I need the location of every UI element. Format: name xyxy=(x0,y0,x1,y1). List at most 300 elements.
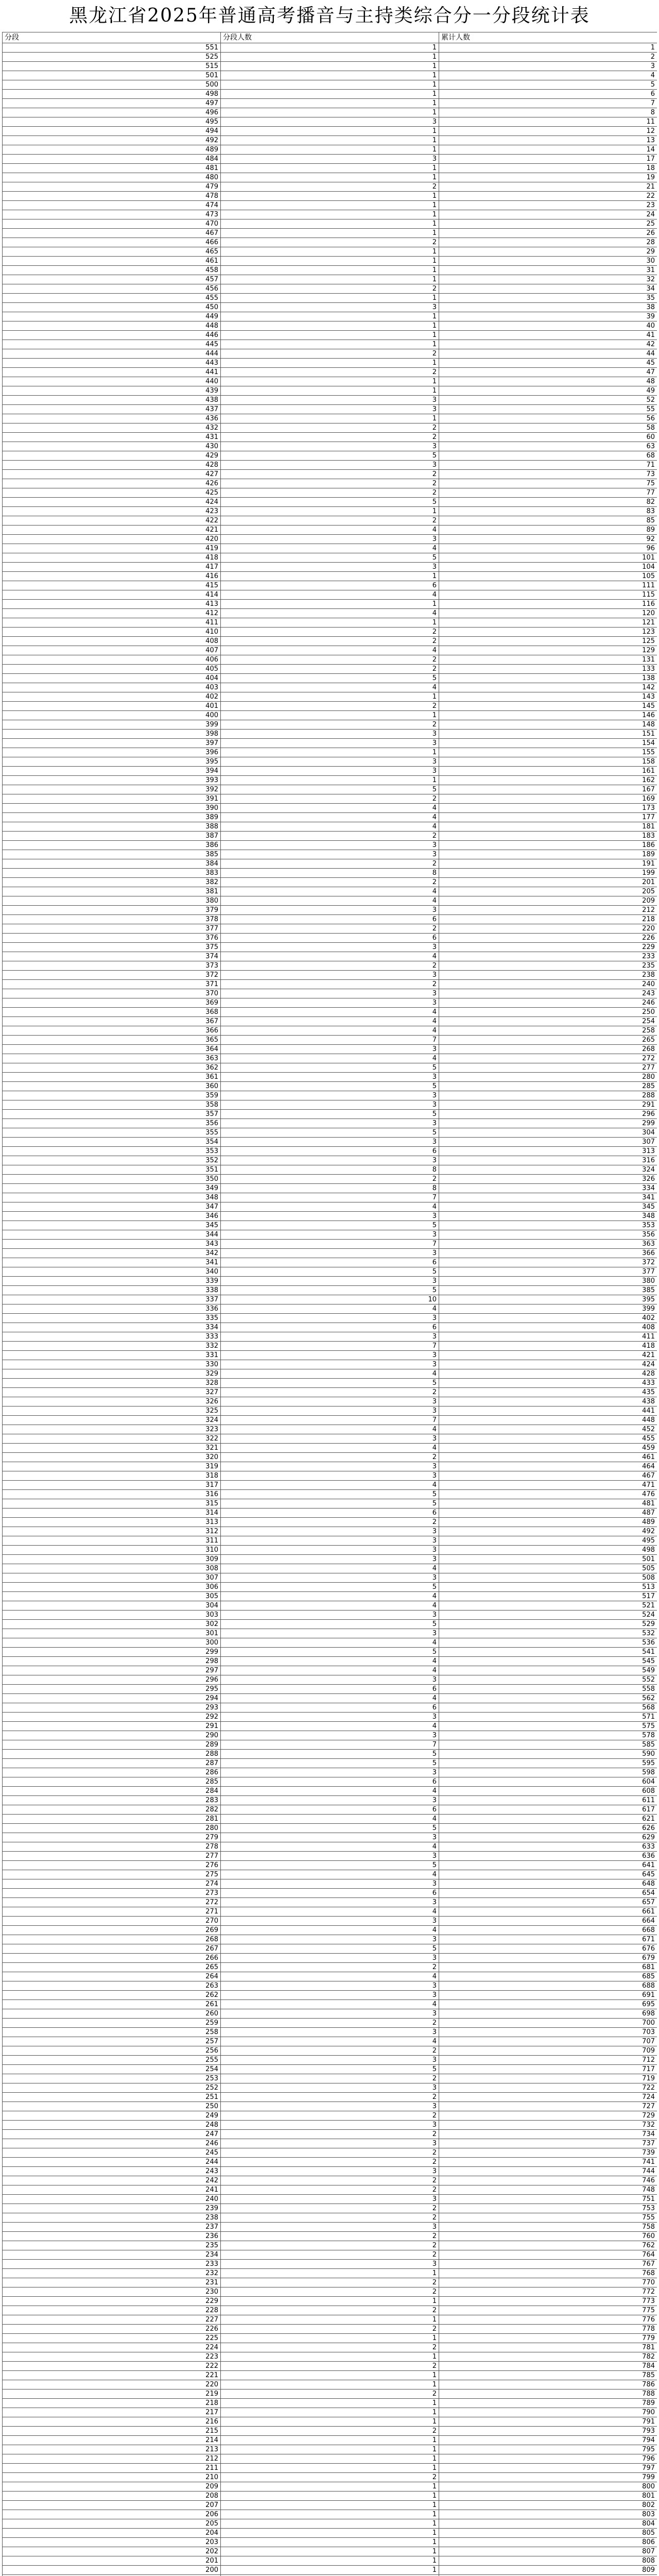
cell-score: 232 xyxy=(3,2269,221,2278)
cell-cumulative-count: 353 xyxy=(439,1221,657,1230)
cell-segment-count: 3 xyxy=(221,1796,439,1805)
cell-cumulative-count: 611 xyxy=(439,1796,657,1805)
table-row xyxy=(3,1611,657,1620)
cell-segment-count: 3 xyxy=(221,2009,439,2019)
cell-segment-count: 4 xyxy=(221,1425,439,1434)
cell-score: 450 xyxy=(3,303,221,312)
cell-cumulative-count: 741 xyxy=(439,2158,657,2167)
cell-score: 268 xyxy=(3,1935,221,1944)
cell-cumulative-count: 807 xyxy=(439,2547,657,2556)
cell-cumulative-count: 218 xyxy=(439,915,657,924)
cell-cumulative-count: 233 xyxy=(439,952,657,961)
table-row xyxy=(3,2306,657,2315)
cell-segment-count: 5 xyxy=(221,1286,439,1295)
cell-score: 310 xyxy=(3,1546,221,1555)
cell-score: 360 xyxy=(3,1082,221,1091)
cell-cumulative-count: 797 xyxy=(439,2464,657,2473)
cell-score: 326 xyxy=(3,1397,221,1406)
cell-score: 235 xyxy=(3,2241,221,2250)
cell-score: 266 xyxy=(3,1954,221,1963)
table-row xyxy=(3,841,657,850)
cell-score: 234 xyxy=(3,2250,221,2260)
cell-cumulative-count: 448 xyxy=(439,1416,657,1425)
cell-cumulative-count: 38 xyxy=(439,303,657,312)
cell-segment-count: 2 xyxy=(221,2046,439,2056)
cell-segment-count: 1 xyxy=(221,692,439,702)
cell-score: 338 xyxy=(3,1286,221,1295)
cell-score: 404 xyxy=(3,674,221,683)
cell-cumulative-count: 34 xyxy=(439,284,657,294)
cell-score: 244 xyxy=(3,2158,221,2167)
cell-segment-count: 1 xyxy=(221,62,439,71)
table-row xyxy=(3,674,657,683)
table-row xyxy=(3,405,657,414)
cell-score: 265 xyxy=(3,1963,221,1972)
cell-cumulative-count: 212 xyxy=(439,906,657,915)
cell-score: 293 xyxy=(3,1703,221,1713)
cell-cumulative-count: 385 xyxy=(439,1286,657,1295)
cell-score: 423 xyxy=(3,507,221,516)
table-body xyxy=(3,43,657,2576)
cell-score: 395 xyxy=(3,757,221,767)
cell-segment-count: 2 xyxy=(221,2232,439,2241)
cell-score: 348 xyxy=(3,1193,221,1202)
table-row xyxy=(3,275,657,284)
cell-segment-count: 1 xyxy=(221,99,439,108)
cell-score: 290 xyxy=(3,1731,221,1740)
cell-cumulative-count: 258 xyxy=(439,1026,657,1036)
cell-segment-count: 6 xyxy=(221,1805,439,1815)
cell-score: 352 xyxy=(3,1156,221,1165)
cell-cumulative-count: 676 xyxy=(439,1944,657,1954)
table-row xyxy=(3,1193,657,1202)
cell-segment-count: 1 xyxy=(221,2492,439,2501)
cell-score: 328 xyxy=(3,1379,221,1388)
cell-cumulative-count: 517 xyxy=(439,1592,657,1601)
cell-segment-count: 2 xyxy=(221,859,439,869)
table-row xyxy=(3,785,657,794)
cell-cumulative-count: 120 xyxy=(439,609,657,618)
table-row xyxy=(3,2102,657,2111)
table-row xyxy=(3,43,657,53)
cell-score: 455 xyxy=(3,294,221,303)
table-row xyxy=(3,646,657,655)
cell-cumulative-count: 784 xyxy=(439,2362,657,2371)
cell-cumulative-count: 636 xyxy=(439,1852,657,1861)
table-row xyxy=(3,1629,657,1638)
table-row xyxy=(3,321,657,331)
table-row xyxy=(3,943,657,952)
cell-cumulative-count: 356 xyxy=(439,1230,657,1240)
cell-score: 385 xyxy=(3,850,221,859)
cell-cumulative-count: 505 xyxy=(439,1564,657,1573)
cell-segment-count: 6 xyxy=(221,1509,439,1518)
cell-segment-count: 1 xyxy=(221,257,439,266)
cell-cumulative-count: 307 xyxy=(439,1138,657,1147)
table-row xyxy=(3,1842,657,1852)
cell-segment-count: 6 xyxy=(221,915,439,924)
cell-segment-count: 4 xyxy=(221,1657,439,1666)
cell-cumulative-count: 464 xyxy=(439,1462,657,1471)
cell-score: 412 xyxy=(3,609,221,618)
cell-segment-count: 4 xyxy=(221,1202,439,1212)
table-row xyxy=(3,2315,657,2325)
cell-score: 215 xyxy=(3,2427,221,2436)
table-row xyxy=(3,535,657,544)
cell-cumulative-count: 183 xyxy=(439,832,657,841)
table-row xyxy=(3,2269,657,2278)
cell-segment-count: 4 xyxy=(221,609,439,618)
table-row xyxy=(3,720,657,730)
cell-cumulative-count: 6 xyxy=(439,90,657,99)
cell-score: 307 xyxy=(3,1573,221,1583)
cell-cumulative-count: 585 xyxy=(439,1740,657,1750)
cell-segment-count: 3 xyxy=(221,1277,439,1286)
table-row xyxy=(3,71,657,80)
cell-score: 341 xyxy=(3,1258,221,1267)
cell-score: 387 xyxy=(3,832,221,841)
cell-score: 357 xyxy=(3,1110,221,1119)
cell-segment-count: 1 xyxy=(221,2482,439,2492)
table-row xyxy=(3,2093,657,2102)
cell-cumulative-count: 133 xyxy=(439,665,657,674)
cell-cumulative-count: 402 xyxy=(439,1314,657,1323)
table-row xyxy=(3,961,657,971)
cell-cumulative-count: 779 xyxy=(439,2334,657,2343)
table-row xyxy=(3,1379,657,1388)
cell-segment-count: 4 xyxy=(221,952,439,961)
cell-cumulative-count: 209 xyxy=(439,896,657,906)
cell-score: 416 xyxy=(3,572,221,581)
table-row xyxy=(3,2139,657,2148)
cell-score: 222 xyxy=(3,2362,221,2371)
cell-cumulative-count: 685 xyxy=(439,1972,657,1981)
cell-cumulative-count: 492 xyxy=(439,1527,657,1536)
cell-score: 285 xyxy=(3,1777,221,1787)
table-row xyxy=(3,757,657,767)
cell-segment-count: 4 xyxy=(221,1054,439,1063)
cell-score: 324 xyxy=(3,1416,221,1425)
cell-segment-count: 3 xyxy=(221,1397,439,1406)
cell-cumulative-count: 235 xyxy=(439,961,657,971)
table-header-row xyxy=(3,32,657,43)
table-row xyxy=(3,1815,657,1824)
table-row xyxy=(3,711,657,720)
cell-score: 281 xyxy=(3,1815,221,1824)
cell-segment-count: 4 xyxy=(221,1907,439,1917)
cell-segment-count: 3 xyxy=(221,1954,439,1963)
cell-score: 251 xyxy=(3,2093,221,2102)
cell-segment-count: 2 xyxy=(221,368,439,377)
cell-segment-count: 1 xyxy=(221,600,439,609)
cell-segment-count: 6 xyxy=(221,1147,439,1156)
table-row xyxy=(3,312,657,321)
cell-segment-count: 2 xyxy=(221,665,439,674)
cell-segment-count: 5 xyxy=(221,1944,439,1954)
table-row xyxy=(3,980,657,989)
cell-cumulative-count: 508 xyxy=(439,1573,657,1583)
cell-segment-count: 2 xyxy=(221,284,439,294)
table-row xyxy=(3,952,657,961)
cell-score: 334 xyxy=(3,1323,221,1332)
cell-score: 394 xyxy=(3,767,221,776)
cell-segment-count: 4 xyxy=(221,1842,439,1852)
cell-score: 273 xyxy=(3,1889,221,1898)
table-row xyxy=(3,99,657,108)
table-row xyxy=(3,2260,657,2269)
table-row xyxy=(3,1638,657,1648)
cell-cumulative-count: 399 xyxy=(439,1304,657,1314)
table-row xyxy=(3,1713,657,1722)
cell-segment-count: 2 xyxy=(221,238,439,247)
cell-segment-count: 7 xyxy=(221,1740,439,1750)
table-row xyxy=(3,2556,657,2566)
cell-segment-count: 5 xyxy=(221,1861,439,1870)
table-row xyxy=(3,1509,657,1518)
table-row xyxy=(3,1657,657,1666)
cell-cumulative-count: 220 xyxy=(439,924,657,934)
cell-score: 271 xyxy=(3,1907,221,1917)
cell-cumulative-count: 254 xyxy=(439,1017,657,1026)
table-row xyxy=(3,1824,657,1833)
cell-cumulative-count: 791 xyxy=(439,2417,657,2427)
cell-segment-count: 3 xyxy=(221,1249,439,1258)
cell-score: 384 xyxy=(3,859,221,869)
cell-segment-count: 1 xyxy=(221,173,439,182)
cell-score: 484 xyxy=(3,155,221,164)
cell-segment-count: 3 xyxy=(221,1917,439,1926)
cell-score: 240 xyxy=(3,2195,221,2204)
cell-cumulative-count: 782 xyxy=(439,2352,657,2362)
cell-cumulative-count: 471 xyxy=(439,1481,657,1490)
table-row xyxy=(3,859,657,869)
cell-segment-count: 4 xyxy=(221,2037,439,2046)
cell-score: 248 xyxy=(3,2121,221,2130)
cell-score: 258 xyxy=(3,2028,221,2037)
cell-cumulative-count: 146 xyxy=(439,711,657,720)
table-row xyxy=(3,1972,657,1981)
table-row xyxy=(3,655,657,665)
cell-cumulative-count: 24 xyxy=(439,210,657,219)
cell-score: 249 xyxy=(3,2111,221,2121)
cell-segment-count: 5 xyxy=(221,1583,439,1592)
cell-cumulative-count: 272 xyxy=(439,1054,657,1063)
table-row xyxy=(3,1286,657,1295)
cell-score: 279 xyxy=(3,1833,221,1842)
cell-cumulative-count: 199 xyxy=(439,869,657,878)
table-row xyxy=(3,2287,657,2297)
cell-score: 449 xyxy=(3,312,221,321)
table-row xyxy=(3,822,657,832)
cell-cumulative-count: 19 xyxy=(439,173,657,182)
cell-cumulative-count: 115 xyxy=(439,590,657,600)
cell-cumulative-count: 288 xyxy=(439,1091,657,1100)
table-row xyxy=(3,1490,657,1499)
cell-cumulative-count: 435 xyxy=(439,1388,657,1397)
cell-cumulative-count: 459 xyxy=(439,1444,657,1453)
table-row xyxy=(3,1128,657,1138)
table-row xyxy=(3,1091,657,1100)
cell-segment-count: 2 xyxy=(221,488,439,498)
table-row xyxy=(3,331,657,340)
cell-cumulative-count: 143 xyxy=(439,692,657,702)
cell-segment-count: 2 xyxy=(221,2074,439,2083)
cell-cumulative-count: 801 xyxy=(439,2492,657,2501)
cell-score: 282 xyxy=(3,1805,221,1815)
cell-score: 253 xyxy=(3,2074,221,2083)
cell-score: 332 xyxy=(3,1342,221,1351)
cell-segment-count: 3 xyxy=(221,1119,439,1128)
cell-segment-count: 2 xyxy=(221,2148,439,2158)
cell-cumulative-count: 4 xyxy=(439,71,657,80)
header-segment-count: 分段人数 xyxy=(221,32,439,43)
cell-cumulative-count: 71 xyxy=(439,461,657,470)
cell-cumulative-count: 595 xyxy=(439,1759,657,1768)
cell-segment-count: 1 xyxy=(221,2371,439,2380)
cell-score: 415 xyxy=(3,581,221,590)
cell-cumulative-count: 645 xyxy=(439,1870,657,1879)
cell-segment-count: 2 xyxy=(221,2325,439,2334)
cell-score: 317 xyxy=(3,1481,221,1490)
cell-score: 236 xyxy=(3,2232,221,2241)
cell-score: 303 xyxy=(3,1611,221,1620)
cell-cumulative-count: 191 xyxy=(439,859,657,869)
cell-segment-count: 2 xyxy=(221,1175,439,1184)
cell-score: 320 xyxy=(3,1453,221,1462)
cell-cumulative-count: 786 xyxy=(439,2380,657,2389)
cell-cumulative-count: 18 xyxy=(439,164,657,173)
cell-score: 401 xyxy=(3,702,221,711)
cell-segment-count: 2 xyxy=(221,2343,439,2352)
cell-segment-count: 6 xyxy=(221,1703,439,1713)
cell-cumulative-count: 681 xyxy=(439,1963,657,1972)
cell-segment-count: 5 xyxy=(221,1499,439,1509)
cell-cumulative-count: 123 xyxy=(439,628,657,637)
cell-score: 495 xyxy=(3,117,221,127)
cell-score: 366 xyxy=(3,1026,221,1036)
table-row xyxy=(3,2529,657,2538)
table-row xyxy=(3,526,657,535)
table-row xyxy=(3,2492,657,2501)
cell-cumulative-count: 63 xyxy=(439,442,657,451)
cell-score: 373 xyxy=(3,961,221,971)
cell-score: 269 xyxy=(3,1926,221,1935)
cell-segment-count: 2 xyxy=(221,2427,439,2436)
cell-score: 344 xyxy=(3,1230,221,1240)
cell-cumulative-count: 796 xyxy=(439,2454,657,2464)
cell-score: 214 xyxy=(3,2436,221,2445)
cell-segment-count: 2 xyxy=(221,2241,439,2250)
cell-cumulative-count: 92 xyxy=(439,535,657,544)
cell-score: 383 xyxy=(3,869,221,878)
cell-cumulative-count: 31 xyxy=(439,266,657,275)
table-row xyxy=(3,1425,657,1434)
cell-segment-count: 2 xyxy=(221,924,439,934)
cell-segment-count: 1 xyxy=(221,2417,439,2427)
cell-segment-count: 2 xyxy=(221,832,439,841)
cell-cumulative-count: 265 xyxy=(439,1036,657,1045)
cell-segment-count: 4 xyxy=(221,1601,439,1611)
cell-cumulative-count: 617 xyxy=(439,1805,657,1815)
cell-segment-count: 2 xyxy=(221,2287,439,2297)
cell-cumulative-count: 83 xyxy=(439,507,657,516)
table-row xyxy=(3,2334,657,2343)
cell-score: 473 xyxy=(3,210,221,219)
cell-score: 430 xyxy=(3,442,221,451)
cell-segment-count: 2 xyxy=(221,1963,439,1972)
cell-score: 368 xyxy=(3,1008,221,1017)
cell-score: 299 xyxy=(3,1648,221,1657)
cell-segment-count: 4 xyxy=(221,1694,439,1703)
table-row xyxy=(3,2380,657,2389)
table-row xyxy=(3,1703,657,1713)
cell-score: 407 xyxy=(3,646,221,655)
cell-segment-count: 2 xyxy=(221,2111,439,2121)
cell-segment-count: 6 xyxy=(221,1777,439,1787)
cell-cumulative-count: 30 xyxy=(439,257,657,266)
cell-cumulative-count: 324 xyxy=(439,1165,657,1175)
cell-cumulative-count: 441 xyxy=(439,1406,657,1416)
cell-segment-count: 3 xyxy=(221,2195,439,2204)
cell-segment-count: 1 xyxy=(221,618,439,628)
cell-score: 467 xyxy=(3,229,221,238)
table-row xyxy=(3,1898,657,1907)
cell-segment-count: 2 xyxy=(221,2473,439,2482)
table-row xyxy=(3,1601,657,1611)
cell-cumulative-count: 341 xyxy=(439,1193,657,1202)
table-row xyxy=(3,1082,657,1091)
cell-cumulative-count: 277 xyxy=(439,1063,657,1073)
table-row xyxy=(3,1805,657,1815)
table-row xyxy=(3,1787,657,1796)
cell-score: 413 xyxy=(3,600,221,609)
table-row xyxy=(3,665,657,674)
cell-score: 425 xyxy=(3,488,221,498)
cell-segment-count: 4 xyxy=(221,590,439,600)
cell-score: 211 xyxy=(3,2464,221,2473)
table-row xyxy=(3,229,657,238)
table-row xyxy=(3,934,657,943)
cell-score: 333 xyxy=(3,1332,221,1342)
table-row xyxy=(3,62,657,71)
cell-cumulative-count: 296 xyxy=(439,1110,657,1119)
table-row xyxy=(3,1731,657,1740)
table-row xyxy=(3,1935,657,1944)
cell-cumulative-count: 428 xyxy=(439,1369,657,1379)
cell-cumulative-count: 32 xyxy=(439,275,657,284)
table-row xyxy=(3,2482,657,2492)
cell-score: 378 xyxy=(3,915,221,924)
table-row xyxy=(3,2352,657,2362)
cell-segment-count: 1 xyxy=(221,2538,439,2547)
cell-segment-count: 5 xyxy=(221,498,439,507)
cell-cumulative-count: 104 xyxy=(439,563,657,572)
cell-segment-count: 2 xyxy=(221,433,439,442)
cell-segment-count: 5 xyxy=(221,1824,439,1833)
table-row xyxy=(3,924,657,934)
cell-segment-count: 1 xyxy=(221,2408,439,2417)
cell-score: 379 xyxy=(3,906,221,915)
cell-cumulative-count: 58 xyxy=(439,423,657,433)
cell-score: 264 xyxy=(3,1972,221,1981)
table-row xyxy=(3,2464,657,2473)
cell-cumulative-count: 17 xyxy=(439,155,657,164)
table-row xyxy=(3,1073,657,1082)
cell-score: 230 xyxy=(3,2287,221,2297)
cell-cumulative-count: 68 xyxy=(439,451,657,461)
cell-segment-count: 5 xyxy=(221,1221,439,1230)
cell-segment-count: 1 xyxy=(221,2399,439,2408)
